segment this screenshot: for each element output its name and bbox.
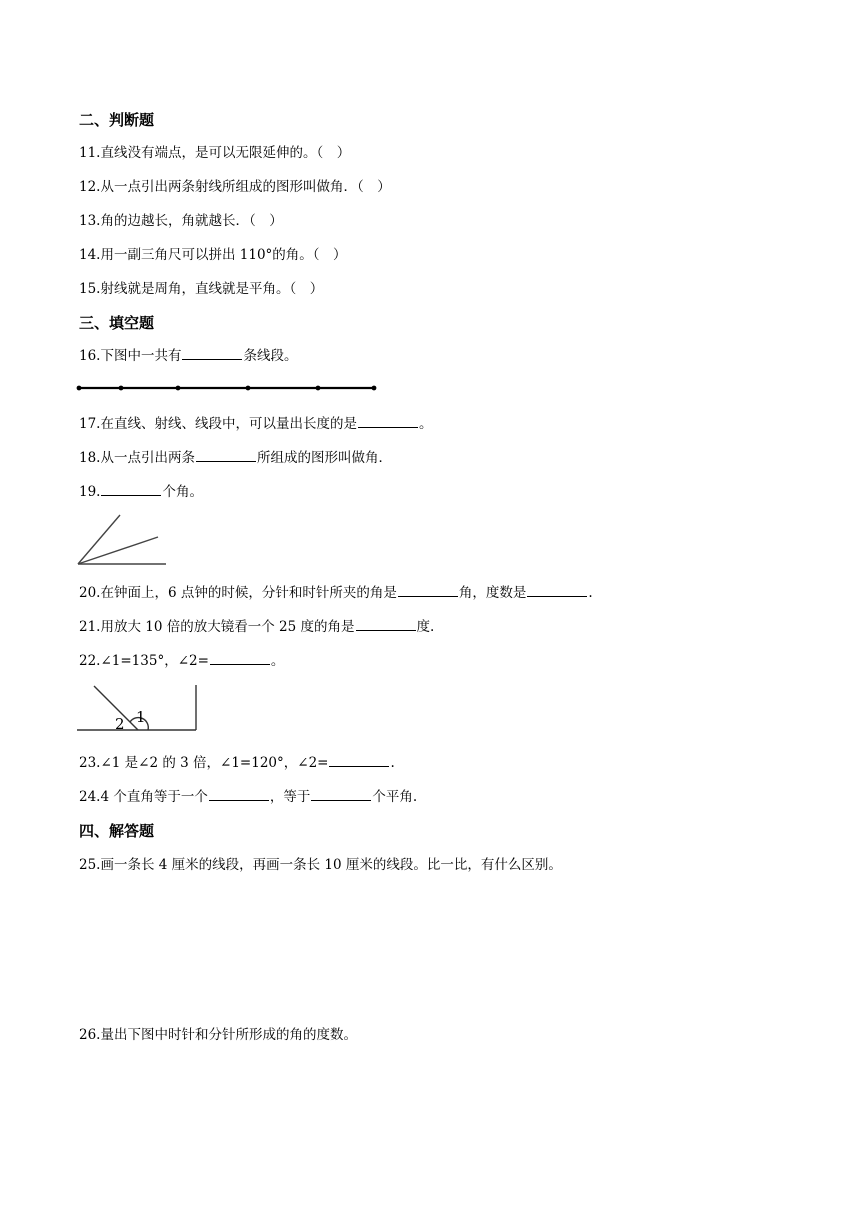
- question-16-suffix: 条线段。: [243, 348, 298, 364]
- question-22-text: 22.∠1=135°，∠2=: [79, 653, 209, 669]
- question-14: 14.用一副三角尺可以拼出 110°的角。（ ）: [79, 247, 347, 263]
- answer-blank[interactable]: [196, 449, 256, 462]
- segment-point: [372, 386, 377, 391]
- line-segments-figure: [76, 382, 380, 394]
- question-22: [79, 652, 284, 670]
- question-19: [79, 483, 203, 501]
- question-17-suffix: 。: [418, 416, 433, 432]
- question-11: 11.直线没有端点，是可以无限延伸的。（ ）: [79, 145, 351, 161]
- question-23: [79, 754, 395, 772]
- question-24: [79, 788, 417, 806]
- section-heading-fill: 三、填空题: [79, 314, 155, 332]
- question-18-text: 18.从一点引出两条: [79, 450, 195, 466]
- angle-label-1: 1: [136, 708, 146, 726]
- answer-blank[interactable]: [329, 754, 389, 767]
- question-20-text: 20.在钟面上，6 点钟的时候，分针和时针所夹的角是: [79, 585, 397, 601]
- segment-point: [246, 386, 251, 391]
- segment-point: [77, 386, 82, 391]
- question-12: 12.从一点引出两条射线所组成的图形叫做角．（ ）: [79, 179, 391, 195]
- question-24-mid: ，等于: [269, 789, 311, 805]
- question-18-suffix: 所组成的图形叫做角．: [256, 450, 392, 466]
- answer-blank[interactable]: [209, 788, 269, 801]
- answer-blank[interactable]: [210, 652, 270, 665]
- question-20: [79, 584, 593, 602]
- question-21: [79, 618, 434, 636]
- section-heading-answer: 四、解答题: [79, 822, 155, 840]
- answer-blank[interactable]: [356, 618, 416, 631]
- question-20-suffix: .: [588, 585, 593, 601]
- question-25: 25.画一条长 4 厘米的线段，再画一条长 10 厘米的线段。比一比，有什么区别。: [79, 857, 562, 873]
- question-21-suffix: 度.: [416, 619, 435, 635]
- question-26: 26.量出下图中时针和分针所形成的角的度数。: [79, 1027, 357, 1043]
- question-18: [79, 449, 392, 467]
- question-16-text: 16.下图中一共有: [79, 348, 182, 364]
- answer-blank[interactable]: [101, 483, 161, 496]
- answer-blank[interactable]: [358, 415, 418, 428]
- question-15: 15.射线就是周角，直线就是平角。（ ）: [79, 281, 324, 297]
- question-24-suffix: 个平角.: [372, 789, 418, 805]
- question-19-suffix: 个角。: [162, 484, 203, 500]
- question-19-text: 19.: [79, 484, 101, 500]
- question-17-text: 17.在直线、射线、线段中，可以量出长度的是: [79, 416, 357, 432]
- answer-blank[interactable]: [527, 584, 587, 597]
- segment-point: [316, 386, 321, 391]
- question-20-mid: 角，度数是: [458, 585, 527, 601]
- answer-blank[interactable]: [311, 788, 371, 801]
- segment-point: [119, 386, 124, 391]
- question-17: [79, 415, 432, 433]
- section-heading-judge: 二、判断题: [79, 111, 155, 129]
- question-23-suffix: .: [390, 755, 395, 771]
- answer-blank[interactable]: [182, 347, 242, 360]
- answer-blank[interactable]: [398, 584, 458, 597]
- angle-label-2: 2: [115, 715, 125, 733]
- question-16: [79, 347, 297, 365]
- question-24-text: 24.4 个直角等于一个: [79, 789, 208, 805]
- question-21-text: 21.用放大 10 倍的放大镜看一个 25 度的角是: [79, 619, 355, 635]
- supplementary-angle-figure: [76, 684, 200, 734]
- question-22-suffix: 。: [270, 653, 285, 669]
- angles-figure: [76, 512, 168, 568]
- segment-point: [176, 386, 181, 391]
- question-23-text: 23.∠1 是∠2 的 3 倍，∠1=120°，∠2=: [79, 755, 329, 771]
- question-13: 13.角的边越长，角就越长．（ ）: [79, 213, 283, 229]
